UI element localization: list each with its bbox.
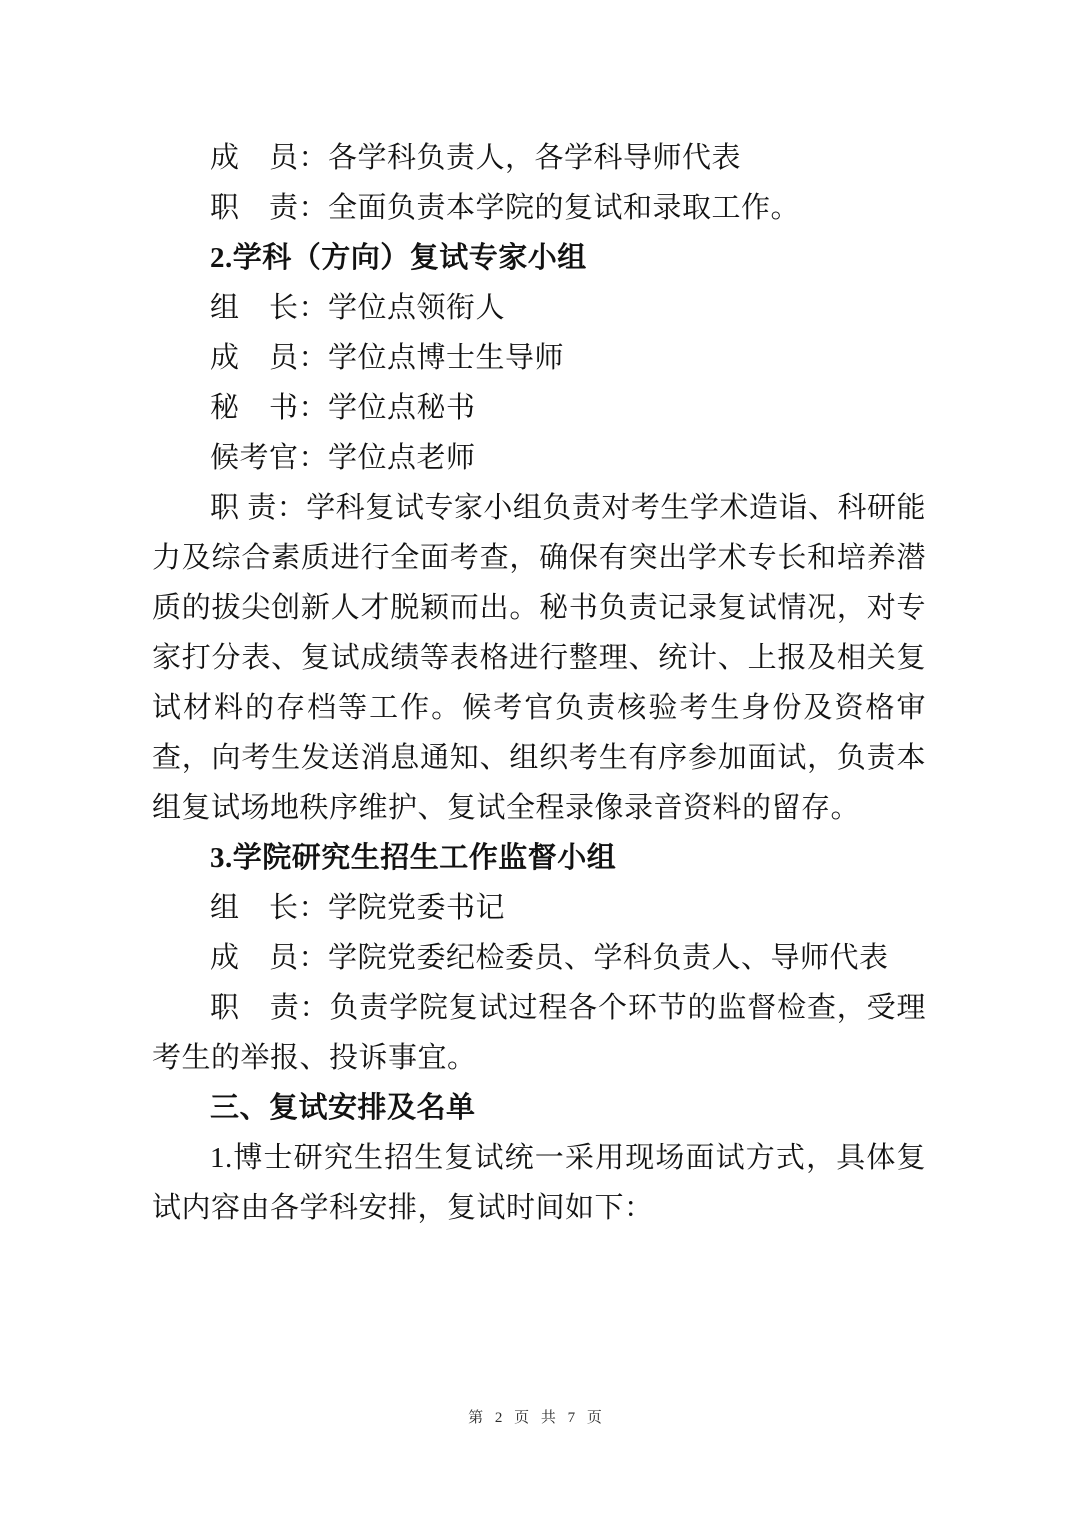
line-secretary-2: 秘 书：学位点秘书: [210, 392, 476, 424]
heading-section-three: 三、复试安排及名单: [210, 1092, 476, 1124]
line-leader-2: 组 长：学位点领衔人: [210, 292, 506, 324]
document-body: [152, 133, 926, 1233]
line-member-2: 成 员：学位点博士生导师: [210, 342, 565, 374]
line-proctor-2: 候考官：学位点老师: [210, 442, 476, 474]
paragraph-interview-plan: 1.博士研究生招生复试统一采用现场面试方式，具体复试内容由各学科安排，复试时间如下：: [152, 1142, 926, 1224]
paragraph-supervision-duty: 职 责：负责学院复试过程各个环节的监督检查，受理考生的举报、投诉事宜。: [152, 992, 926, 1074]
line-member-1: 成 员：各学科负责人，各学科导师代表: [210, 142, 742, 174]
heading-expert-group: 2.学科（方向）复试专家小组: [210, 242, 587, 274]
line-duty-1: 职 责：全面负责本学院的复试和录取工作。: [210, 192, 801, 224]
paragraph-expert-duty: 职 责：学科复试专家小组负责对考生学术造诣、科研能力及综合素质进行全面考查，确保有突出学术专长和培养潜质的拔尖创新人才脱颖而出。秘书负责记录复试情况，对专家打分表、复试成绩等表格进行整理、统计、上报及相关复试材料的存档等工作。候考官负责核验考生身份及资格审查，向考生发送消息通知、组织考生有序参加面试，负责本组复试场地秩序维护、复试全程录像录音资料的留存。: [152, 492, 926, 824]
line-member-3: 成 员：学院党委纪检委员、学科负责人、导师代表: [210, 942, 889, 974]
heading-supervision-group: 3.学院研究生招生工作监督小组: [210, 842, 617, 874]
line-leader-3: 组 长：学院党委书记: [210, 892, 506, 924]
page-footer: 第 2 页 共 7 页: [468, 1410, 606, 1426]
